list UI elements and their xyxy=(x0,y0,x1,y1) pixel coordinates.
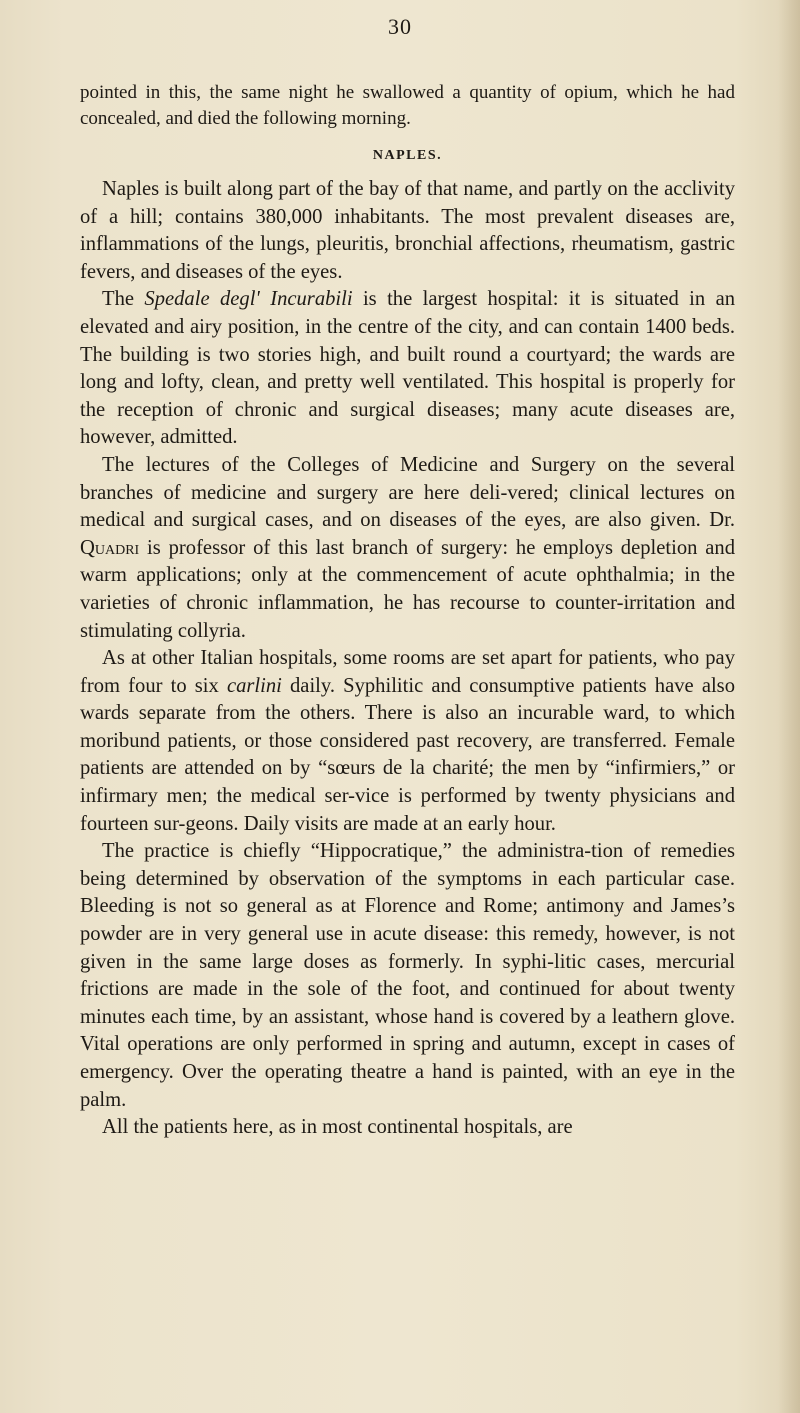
section-heading: NAPLES. xyxy=(372,148,443,163)
paragraph xyxy=(80,838,735,1114)
paragraph xyxy=(80,645,735,838)
text-run: pointed in this, the same night he swallowed a quantity of opium, which he had concealed, and died the following morning. xyxy=(80,82,735,129)
text-run: The lectures of the Colleges of Medicine and Surgery on the several branches of medicine and surgery are here deli-vered; clinical lectures on medical and surgical cases, and on diseases of the eyes, are also given. Dr. xyxy=(80,453,735,532)
text-run: The xyxy=(102,288,145,311)
body-text xyxy=(80,80,735,1142)
text-run: All the patients here, as in most continental hospitals, are xyxy=(102,1116,573,1139)
currency-term: carlini xyxy=(226,674,282,697)
paragraph xyxy=(80,286,735,452)
text-run: is the largest hospital: it is situated in an elevated and airy position, in the centre of the city, and can contain 1400 beds. The building is two stories high, and built round a courtyard; the wards are long and lofty, clean, and pretty well ventilated. This hospital is properly for the reception of chronic and surgical diseases; many acute diseases are, however, admitted. xyxy=(80,288,736,449)
text-run: The practice is chiefly “Hippocratique,” the administra-tion of remedies being determined by observation of the symptoms in each particular case. Bleeding is not so general as at Florence and Rome; antimony and James’s powder are in very general use in acute disease: this remedy, however, is not given in the same large doses as formerly. In syphi-litic cases, mercurial frictions are made in the sole of the foot, and continued for about twenty minutes each time, by an assistant, whose hand is covered by a leathern glove. Vital operations are only performed in spring and autumn, except in cases of emergency. Over the operating theatre a hand is painted, with an eye in the palm. xyxy=(80,840,735,1111)
text-run: Naples is built along part of the bay of that name, and partly on the acclivity of a hill; contains 380,000 inhabitants. The most prevalent diseases are, inflammations of the lungs, pleuritis, bronchial affections, rheumatism, gastric fevers, and diseases of the eyes. xyxy=(80,178,735,283)
hospital-name: Spedale degl' Incurabili xyxy=(144,288,353,311)
paragraph-continuation xyxy=(80,80,735,132)
page-edge-shadow xyxy=(778,0,800,1413)
paragraph xyxy=(80,1114,735,1142)
page-number: 30 xyxy=(388,14,412,39)
paragraph xyxy=(80,452,735,645)
person-name: Quadri xyxy=(80,536,140,559)
text-run: is professor of this last branch of surgery: he employs depletion and warm applications; only at the commencement of acute ophthalmia; in the varieties of chronic inflammation, he has recourse to counter-irritation and stimulating collyria. xyxy=(80,536,735,642)
text-run: As at other Italian hospitals, some rooms are set apart for patients, who pay from four to six xyxy=(80,647,735,697)
paragraph xyxy=(80,176,735,286)
text-run: daily. Syphilitic and consumptive patients have also wards separate from the others. There is also an incurable ward, to which moribund patients, or those considered past recovery, are transferred. Female patients are attended on by “sœurs de la charité; the men by “infirmiers,” or infirmary men; the medical ser-vice is performed by twenty physicians and fourteen sur-geons. Daily visits are made at an early hour. xyxy=(80,674,735,835)
